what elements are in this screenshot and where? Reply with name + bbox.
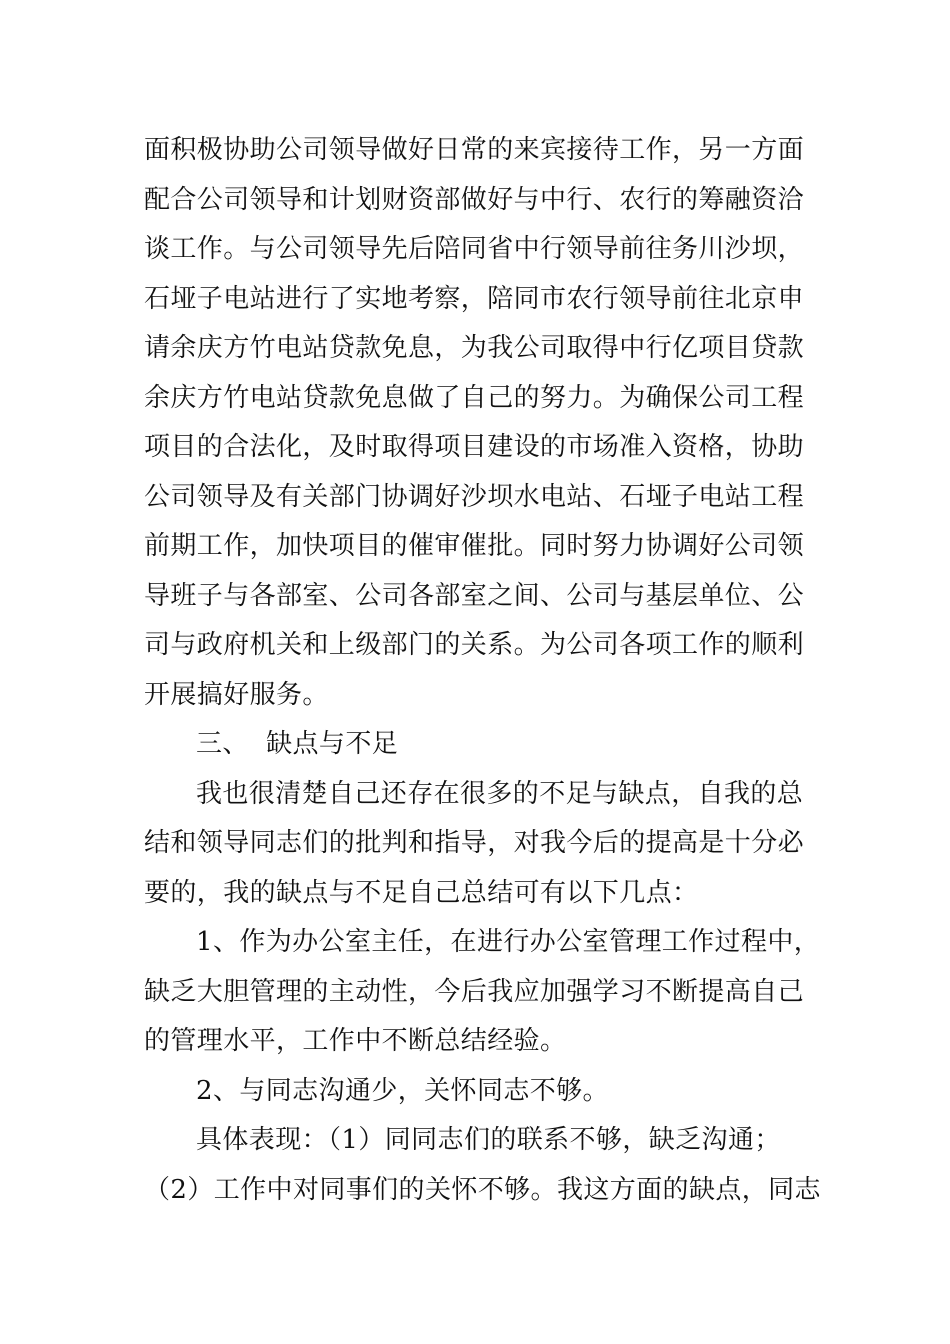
paragraph-first-line: 我也很清楚自己还存在很多的不足与缺点，自我的总 [196, 779, 804, 809]
text-line: 项目的合法化，及时取得项目建设的市场准入资格，协助 [144, 432, 805, 462]
text-line: 公司领导及有关部门协调好沙坝水电站、石垭子电站工程 [144, 482, 805, 512]
text-line: 配合公司领导和计划财资部做好与中行、农行的筹融资洽 [144, 185, 805, 215]
text-line: 请余庆方竹电站贷款免息，为我公司取得中行亿项目贷款 [144, 333, 805, 363]
paragraph-first-line: 1、作为办公室主任，在进行办公室管理工作过程中， [196, 927, 821, 957]
text-line: 导班子与各部室、公司各部室之间、公司与基层单位、公 [144, 581, 805, 611]
text-line: 面积极协助公司领导做好日常的来宾接待工作，另一方面 [144, 135, 805, 165]
text-line: （2）工作中对同事们的关怀不够。我这方面的缺点，同志 [144, 1175, 821, 1205]
text-line: 开展搞好服务。 [144, 680, 329, 710]
section-heading: 三、 缺点与不足 [196, 729, 399, 759]
text-line: 结和领导同志们的批判和指导，对我今后的提高是十分必 [144, 828, 805, 858]
text-line: 要的，我的缺点与不足自己总结可有以下几点： [144, 878, 699, 908]
text-line: 的管理水平，工作中不断总结经验。 [144, 1026, 567, 1056]
text-line: 石垭子电站进行了实地考察，陪同市农行领导前往北京申 [144, 284, 805, 314]
paragraph-first-line: 2、与同志沟通少，关怀同志不够。 [196, 1076, 609, 1106]
paragraph-first-line: 具体表现：（1）同同志们的联系不够，缺乏沟通； [196, 1125, 781, 1155]
text-line: 司与政府机关和上级部门的关系。为公司各项工作的顺利 [144, 630, 805, 660]
text-line: 谈工作。与公司领导先后陪同省中行领导前往务川沙坝， [144, 234, 805, 264]
text-line: 余庆方竹电站贷款免息做了自己的努力。为确保公司工程 [144, 383, 805, 413]
text-line: 前期工作，加快项目的催审催批。同时努力协调好公司领 [144, 531, 805, 561]
text-line: 缺乏大胆管理的主动性，今后我应加强学习不断提高自己 [144, 977, 805, 1007]
